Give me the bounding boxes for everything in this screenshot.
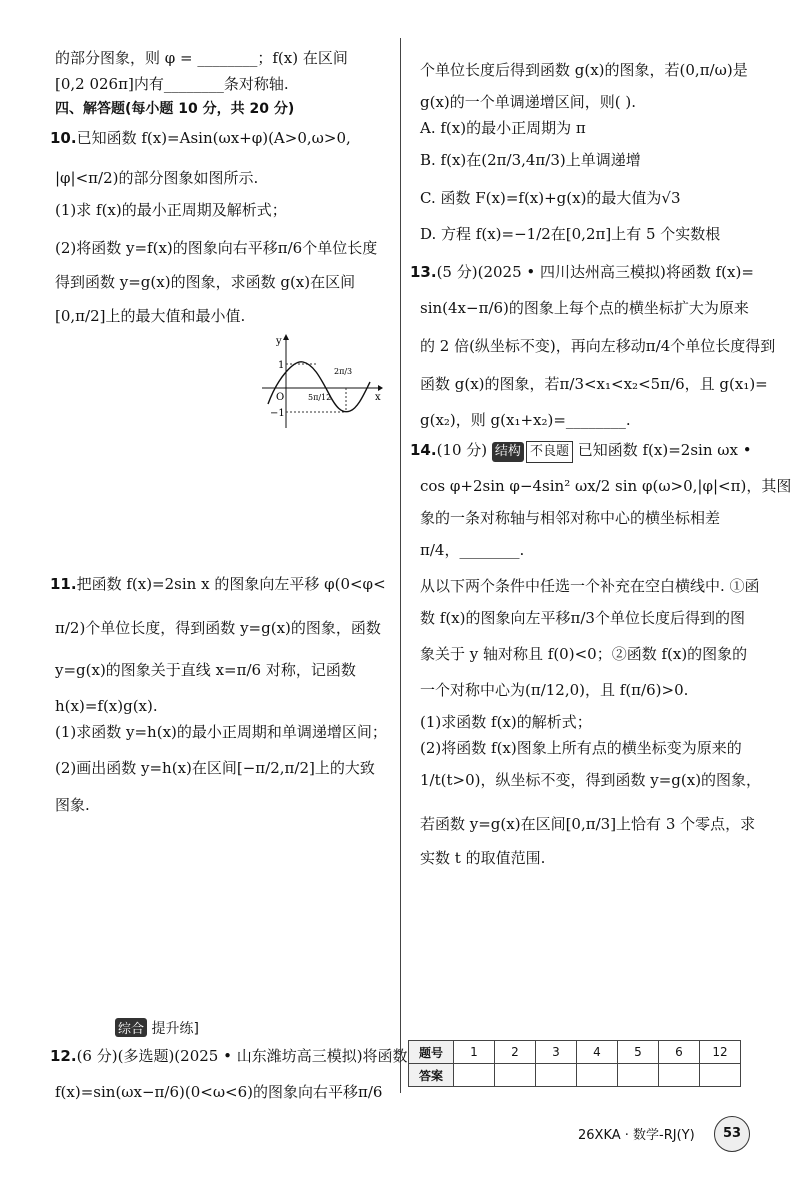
y-pos-label: 1 [278, 360, 285, 371]
practice-label: 提升练] [151, 1021, 199, 1037]
answer-cell[interactable] [659, 1064, 700, 1087]
q12-cont-line-1: 个单位长度后得到函数 g(x)的图象，若(0,π/ω)是 [420, 61, 748, 79]
q11-line-7: 图象. [55, 796, 90, 814]
question-number-cell: 3 [536, 1041, 577, 1064]
q14-line-5: 从以下两个条件中任选一个补充在空白横线中. ①函 [420, 577, 760, 595]
question-number-cell: 4 [577, 1041, 618, 1064]
answer-cell[interactable] [618, 1064, 659, 1087]
q14-points: (10 分) [436, 441, 488, 459]
q14-text-1: 已知函数 f(x)=2sin ωx • [577, 441, 752, 459]
q14-line-9: (1)求函数 f(x)的解析式； [420, 713, 592, 731]
origin-label: O [276, 392, 285, 403]
q14-line-11: 1/t(t>0)，纵坐标不变，得到函数 y=g(x)的图象， [420, 771, 762, 789]
question-number-cell: 5 [618, 1041, 659, 1064]
q10-line-1 [50, 128, 351, 148]
answer-table [408, 1040, 741, 1087]
q13-line-4: 函数 g(x)的图象，若π/3<x₁<x₂<5π/6，且 g(x₁)= [420, 375, 768, 393]
q13-number: 13. [410, 263, 437, 281]
q11-line-4: h(x)=f(x)g(x). [55, 697, 158, 715]
q11-line-3: y=g(x)的图象关于直线 x=π/6 对称，记函数 [55, 661, 356, 679]
y-axis-arrow [283, 334, 289, 340]
q10-line-3: (1)求 f(x)的最小正周期及解析式； [55, 201, 287, 219]
q11-line-1 [50, 574, 386, 594]
q14-line-13: 实数 t 的取值范围. [420, 849, 546, 867]
q11-line-5: (1)求函数 y=h(x)的最小正周期和单调递增区间； [55, 723, 387, 741]
q10-line-2: |φ|<π/2)的部分图象如图所示. [55, 169, 259, 187]
q10-line-5: 得到函数 y=g(x)的图象，求函数 g(x)在区间 [55, 273, 356, 291]
q13-line-5: g(x₂)，则 g(x₁+x₂)=________. [420, 411, 631, 429]
q12-number: 12. [50, 1047, 77, 1065]
q14-tag-structure: 结构 [492, 442, 524, 462]
x-axis-arrow [378, 385, 383, 391]
q10-line-6: [0,π/2]上的最大值和最小值. [55, 307, 246, 325]
q11-text-1: 把函数 f(x)=2sin x 的图象向左平移 φ(0<φ< [76, 575, 386, 593]
tick-2pi-3: 2π/3 [334, 367, 353, 376]
practice-heading [115, 1018, 199, 1038]
q12-line-1 [50, 1046, 408, 1066]
answer-table-answer-row [409, 1064, 741, 1087]
column-divider [400, 38, 401, 1093]
q10-number: 10. [50, 129, 77, 147]
q14-number: 14. [410, 441, 437, 459]
q14-line-8: 一个对称中心为(π/12,0)，且 f(π/6)>0. [420, 681, 689, 699]
answer-header: 答案 [409, 1064, 454, 1087]
q14-line-6: 数 f(x)的图象向左平移π/3个单位长度后得到的图 [420, 609, 745, 627]
q12-cont-line-2: g(x)的一个单调递增区间，则( ). [420, 93, 637, 111]
sine-graph [258, 332, 383, 432]
q14-line-10: (2)将函数 f(x)图象上所有点的横坐标变为原来的 [420, 739, 742, 757]
q11-line-6: (2)画出函数 y=h(x)在区间[−π/2,π/2]上的大致 [55, 759, 375, 777]
q14-line-7: 象关于 y 轴对称且 f(0)<0；②函数 f(x)的图象的 [420, 645, 748, 663]
q11-number: 11. [50, 575, 77, 593]
tick-5pi-12: 5π/12 [308, 393, 332, 402]
question-number-cell: 12 [700, 1041, 741, 1064]
q10-text-1: 已知函数 f(x)=Asin(ωx+φ)(A>0,ω>0, [76, 129, 351, 147]
q13-line-3: 的 2 倍(纵坐标不变)，再向左移动π/4个单位长度得到 [420, 337, 776, 355]
x-axis-label: x [375, 392, 381, 403]
q12-line-2: f(x)=sin(ωx−π/6)(0<ω<6)的图象向右平移π/6 [55, 1083, 383, 1101]
y-axis-label: y [276, 336, 282, 347]
q9-tail-line-1: 的部分图象，则 φ = ________；f(x) 在区间 [55, 49, 348, 67]
q13-line-1 [410, 262, 754, 282]
question-number-cell: 1 [454, 1041, 495, 1064]
question-number-header: 题号 [409, 1041, 454, 1064]
answer-cell[interactable] [700, 1064, 741, 1087]
y-neg-label: −1 [270, 408, 285, 419]
q14-line-2: cos φ+2sin φ−4sin² ωx/2 sin φ(ω>0,|φ|<π)，其图 [420, 477, 792, 495]
answer-cell[interactable] [454, 1064, 495, 1087]
q10-line-4: (2)将函数 y=f(x)的图象向右平移π/6个单位长度 [55, 239, 378, 257]
question-number-cell: 6 [659, 1041, 700, 1064]
q12-option-c: C. 函数 F(x)=f(x)+g(x)的最大值为√3 [420, 189, 681, 207]
answer-cell[interactable] [577, 1064, 618, 1087]
q13-line-2: sin(4x−π/6)的图象上每个点的横坐标扩大为原来 [420, 299, 749, 317]
answer-cell[interactable] [495, 1064, 536, 1087]
q14-line-3: 象的一条对称轴与相邻对称中心的横坐标相差 [420, 509, 721, 527]
q14-line-1 [410, 440, 752, 463]
answer-table-header-row [409, 1041, 741, 1064]
q12-option-d: D. 方程 f(x)=−1/2在[0,2π]上有 5 个实数根 [420, 225, 721, 243]
question-number-cell: 2 [495, 1041, 536, 1064]
page-number: 53 [714, 1116, 750, 1152]
answer-cell[interactable] [536, 1064, 577, 1087]
practice-tag: 综合 [115, 1018, 147, 1037]
section-heading: 四、解答题(每小题 10 分，共 20 分) [55, 101, 295, 117]
q12-option-b: B. f(x)在(2π/3,4π/3)上单调递增 [420, 151, 641, 169]
q13-text-1: (5 分)(2025 • 四川达州高三模拟)将函数 f(x)= [436, 263, 754, 281]
q9-tail-line-2: [0,2 026π]内有________条对称轴. [55, 75, 289, 93]
q12-option-a: A. f(x)的最小正周期为 π [420, 119, 586, 137]
q12-text-1: (6 分)(多选题)(2025 • 山东潍坊高三模拟)将函数 [76, 1047, 408, 1065]
q14-line-12: 若函数 y=g(x)在区间[0,π/3]上恰有 3 个零点，求 [420, 815, 756, 833]
q14-line-4: π/4，________. [420, 541, 525, 559]
q14-tag-illposed: 不良题 [526, 441, 573, 463]
q11-line-2: π/2)个单位长度，得到函数 y=g(x)的图象，函数 [55, 619, 381, 637]
footer-code: 26XKA · 数学-RJ(Y) [578, 1128, 695, 1143]
